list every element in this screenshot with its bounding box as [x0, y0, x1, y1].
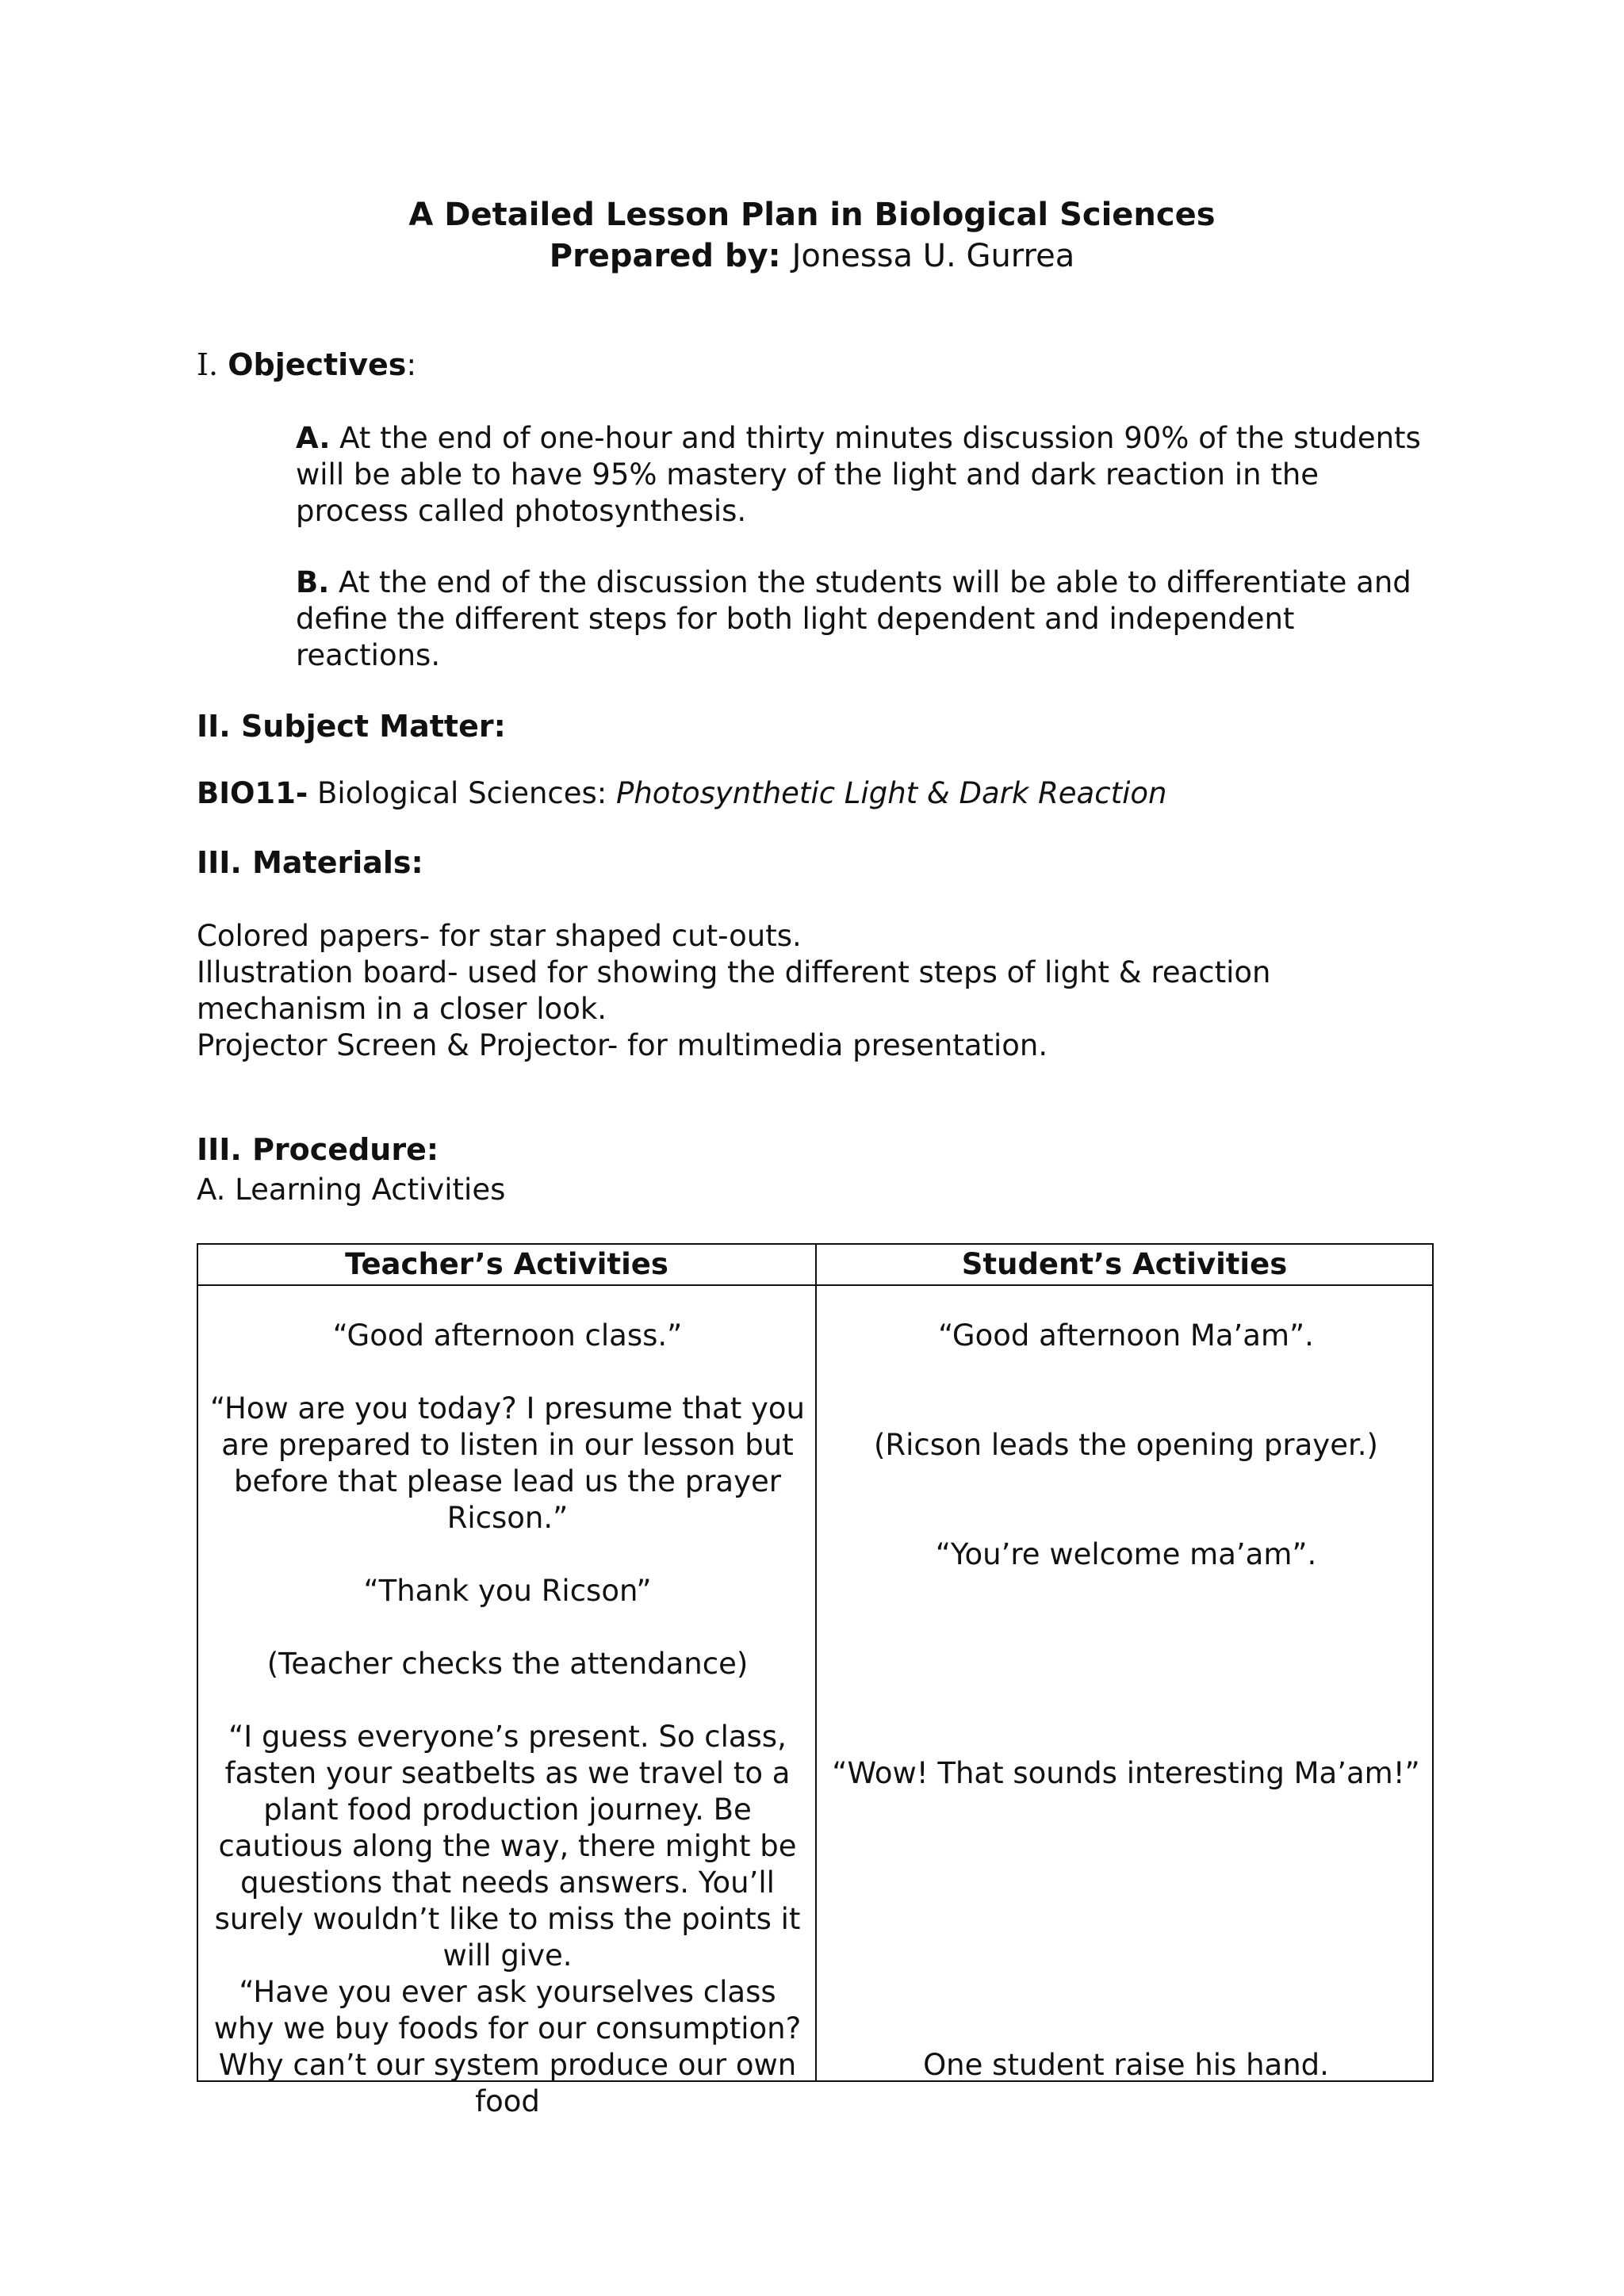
- student-activity: “Good afternoon Ma’am”.: [938, 1318, 1314, 1353]
- procedure-subheading: A. Learning Activities: [197, 1173, 506, 1207]
- subject-matter-line: [197, 775, 1450, 812]
- objectives-number: I.: [197, 347, 219, 382]
- procedure-heading: III. Procedure:: [197, 1132, 439, 1167]
- course-topic: Photosynthetic Light & Dark Reaction: [616, 776, 1167, 810]
- material-item: Colored papers- for star shaped cut-outs.: [197, 919, 802, 953]
- student-activity: (Ricson leads the opening prayer.): [874, 1428, 1378, 1462]
- author-name: Jonessa U. Gurrea: [791, 238, 1075, 274]
- prepared-by-line: [0, 238, 1624, 274]
- subject-matter-heading: II. Subject Matter:: [197, 709, 506, 744]
- student-activity: One student raise his hand.: [923, 2048, 1329, 2082]
- teacher-activity: “Thank you Ricson”: [363, 1574, 652, 1608]
- objectives-heading: [197, 347, 416, 382]
- teacher-activities-header: Teacher’s Activities: [345, 1247, 668, 1281]
- table-column-divider: [815, 1245, 817, 2080]
- student-activity: “You’re welcome ma’am”.: [935, 1537, 1317, 1571]
- teacher-activity: (Teacher checks the attendance): [266, 1647, 749, 1681]
- objective-a: [296, 420, 1438, 530]
- teacher-activity: “Good afternoon class.”: [332, 1318, 683, 1353]
- student-activity: “Wow! That sounds interesting Ma’am!”: [832, 1756, 1420, 1790]
- objective-a-text: At the end of one-hour and thirty minutes discussion 90% of the students will be able to have 95% mastery of the light and dark reaction in the process called photosynthesis.: [296, 421, 1421, 528]
- materials-list: [197, 918, 1450, 1064]
- student-activities-header: Student’s Activities: [961, 1247, 1288, 1281]
- material-item: Illustration board- used for showing the different steps of light & reaction mechanism in a closer look.: [197, 955, 1271, 1026]
- course-code: BIO11-: [197, 776, 308, 810]
- objective-a-label: A.: [296, 421, 331, 455]
- course-name: Biological Sciences:: [317, 776, 607, 810]
- objectives-label: Objectives: [228, 347, 407, 382]
- objectives-colon: :: [406, 347, 417, 382]
- materials-heading: III. Materials:: [197, 845, 423, 880]
- prepared-by-label: Prepared by:: [549, 238, 781, 274]
- teacher-activity: “I guess everyone’s present. So class, fasten your seatbelts as we travel to a plant food production journey. Be cautious along the way, there might be questions that needs answers. You’ll surely wouldn’t like to miss the points it will give.: [214, 1720, 801, 1973]
- objective-b-label: B.: [296, 565, 330, 599]
- teacher-activity: “How are you today? I presume that you are prepared to listen in our lesson but before that please lead us the prayer Ricson.”: [210, 1391, 805, 1535]
- objective-b: [296, 564, 1438, 674]
- learning-activities-table: [197, 1243, 1434, 2118]
- teacher-activity: “Have you ever ask yourselves class why we buy foods for our consumption? Why can’t our system produce our own food: [213, 1975, 802, 2118]
- document-title: A Detailed Lesson Plan in Biological Sciences: [408, 197, 1216, 233]
- material-item: Projector Screen & Projector- for multimedia presentation.: [197, 1028, 1048, 1062]
- table-header-divider: [198, 1284, 1432, 1286]
- objective-b-text: At the end of the discussion the students will be able to differentiate and define the different steps for both light dependent and independent reactions.: [296, 565, 1411, 672]
